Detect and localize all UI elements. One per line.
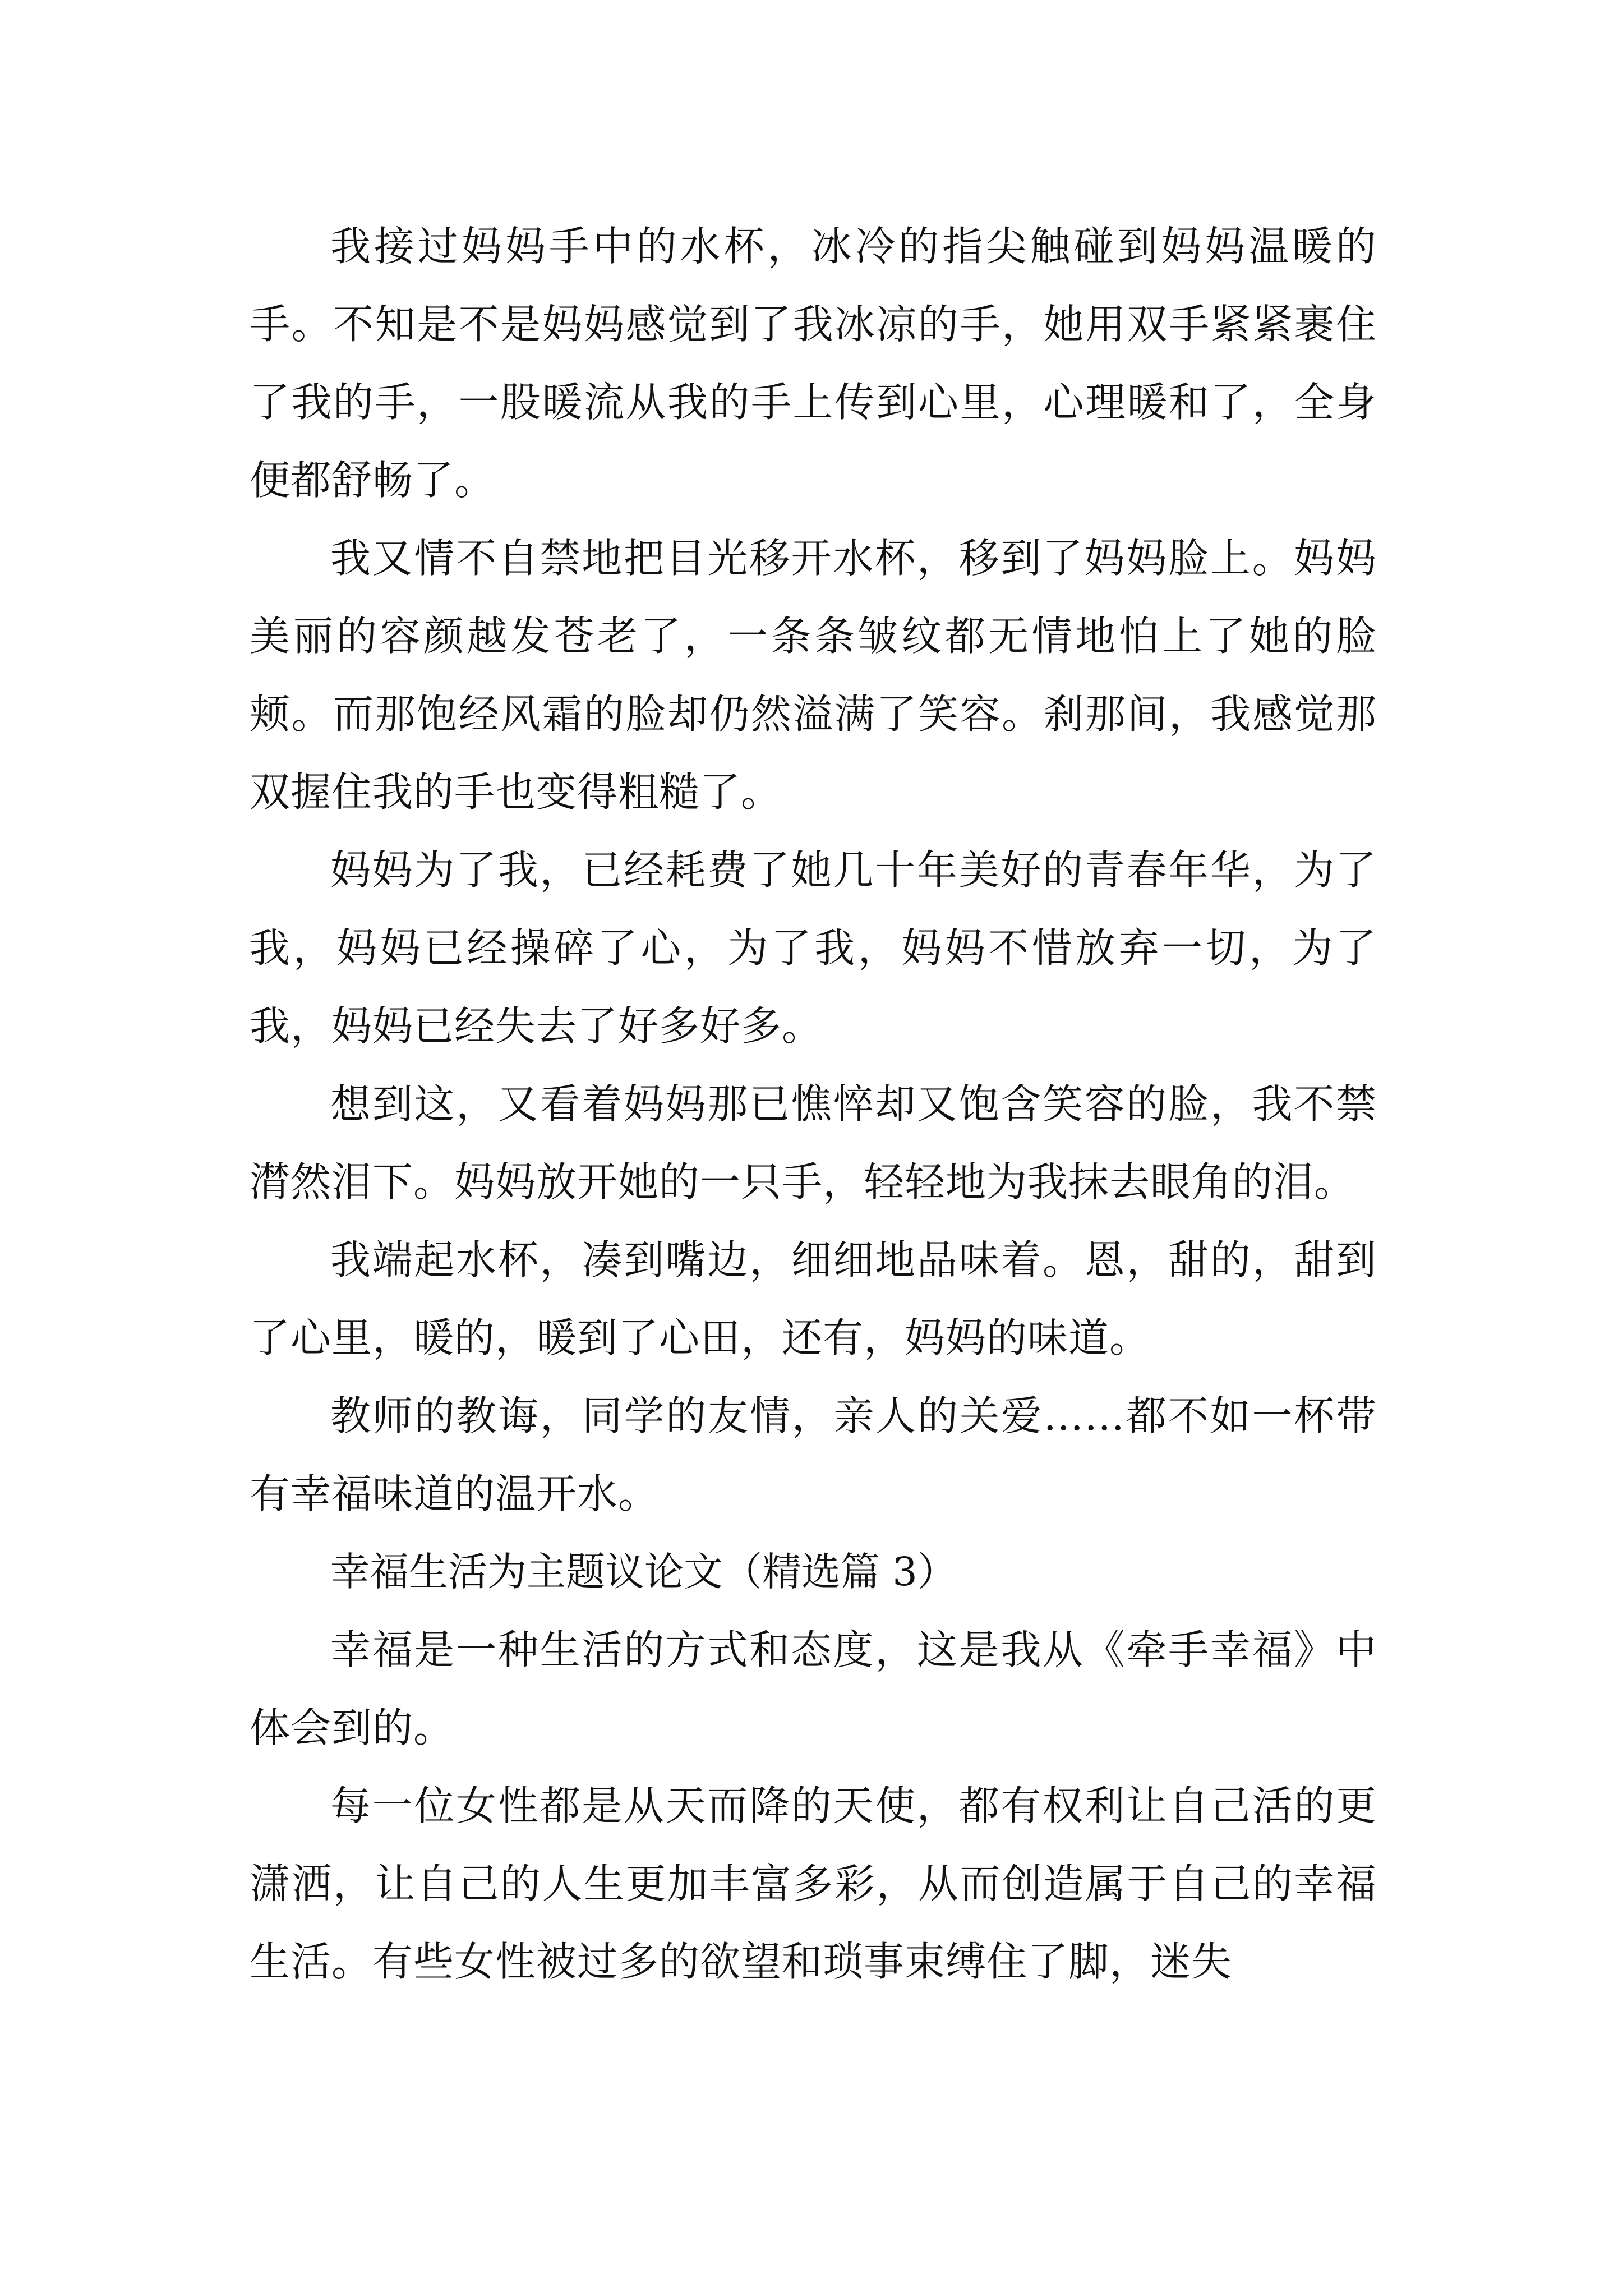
section-paragraph-1: 幸福是一种生活的方式和态度，这是我从《牵手幸福》中体会到的。 bbox=[250, 1626, 1377, 1751]
paragraph-1: 我接过妈妈手中的水杯，冰冷的指尖触碰到妈妈温暖的手。不知是不是妈妈感觉到了我冰凉的手，她用双手紧紧裹住了我的手，一股暖流从我的手上传到心里，心理暖和了，全身便都舒畅了。 bbox=[250, 223, 1377, 504]
section-paragraph-2: 每一位女性都是从天而降的天使，都有权利让自己活的更潇洒，让自己的人生更加丰富多彩，从而创造属于自己的幸福生活。有些女性被过多的欲望和琐事束缚住了脚，迷失 bbox=[250, 1782, 1377, 1985]
paragraph-3: 妈妈为了我，已经耗费了她几十年美好的青春年华，为了我，妈妈已经操碎了心，为了我，妈妈不惜放弃一切，为了我，妈妈已经失去了好多好多。 bbox=[250, 846, 1377, 1050]
paragraph-2: 我又情不自禁地把目光移开水杯，移到了妈妈脸上。妈妈美丽的容颜越发苍老了，一条条皱纹都无情地怕上了她的脸颊。而那饱经风霜的脸却仍然溢满了笑容。刹那间，我感觉那双握住我的手也变得粗糙了。 bbox=[250, 535, 1377, 816]
paragraph-6: 教师的教诲，同学的友情，亲人的关爱……都不如一杯带有幸福味道的温开水。 bbox=[250, 1392, 1377, 1517]
paragraph-4: 想到这，又看着妈妈那已憔悴却又饱含笑容的脸，我不禁潸然泪下。妈妈放开她的一只手，轻轻地为我抹去眼角的泪。 bbox=[250, 1080, 1377, 1205]
section-heading: 幸福生活为主题议论文（精选篇 3） bbox=[330, 1549, 957, 1595]
paragraph-5: 我端起水杯，凑到嘴边，细细地品味着。恩，甜的，甜到了心里，暖的，暖到了心田，还有，妈妈的味道。 bbox=[250, 1236, 1377, 1361]
document-body bbox=[250, 208, 1377, 2001]
